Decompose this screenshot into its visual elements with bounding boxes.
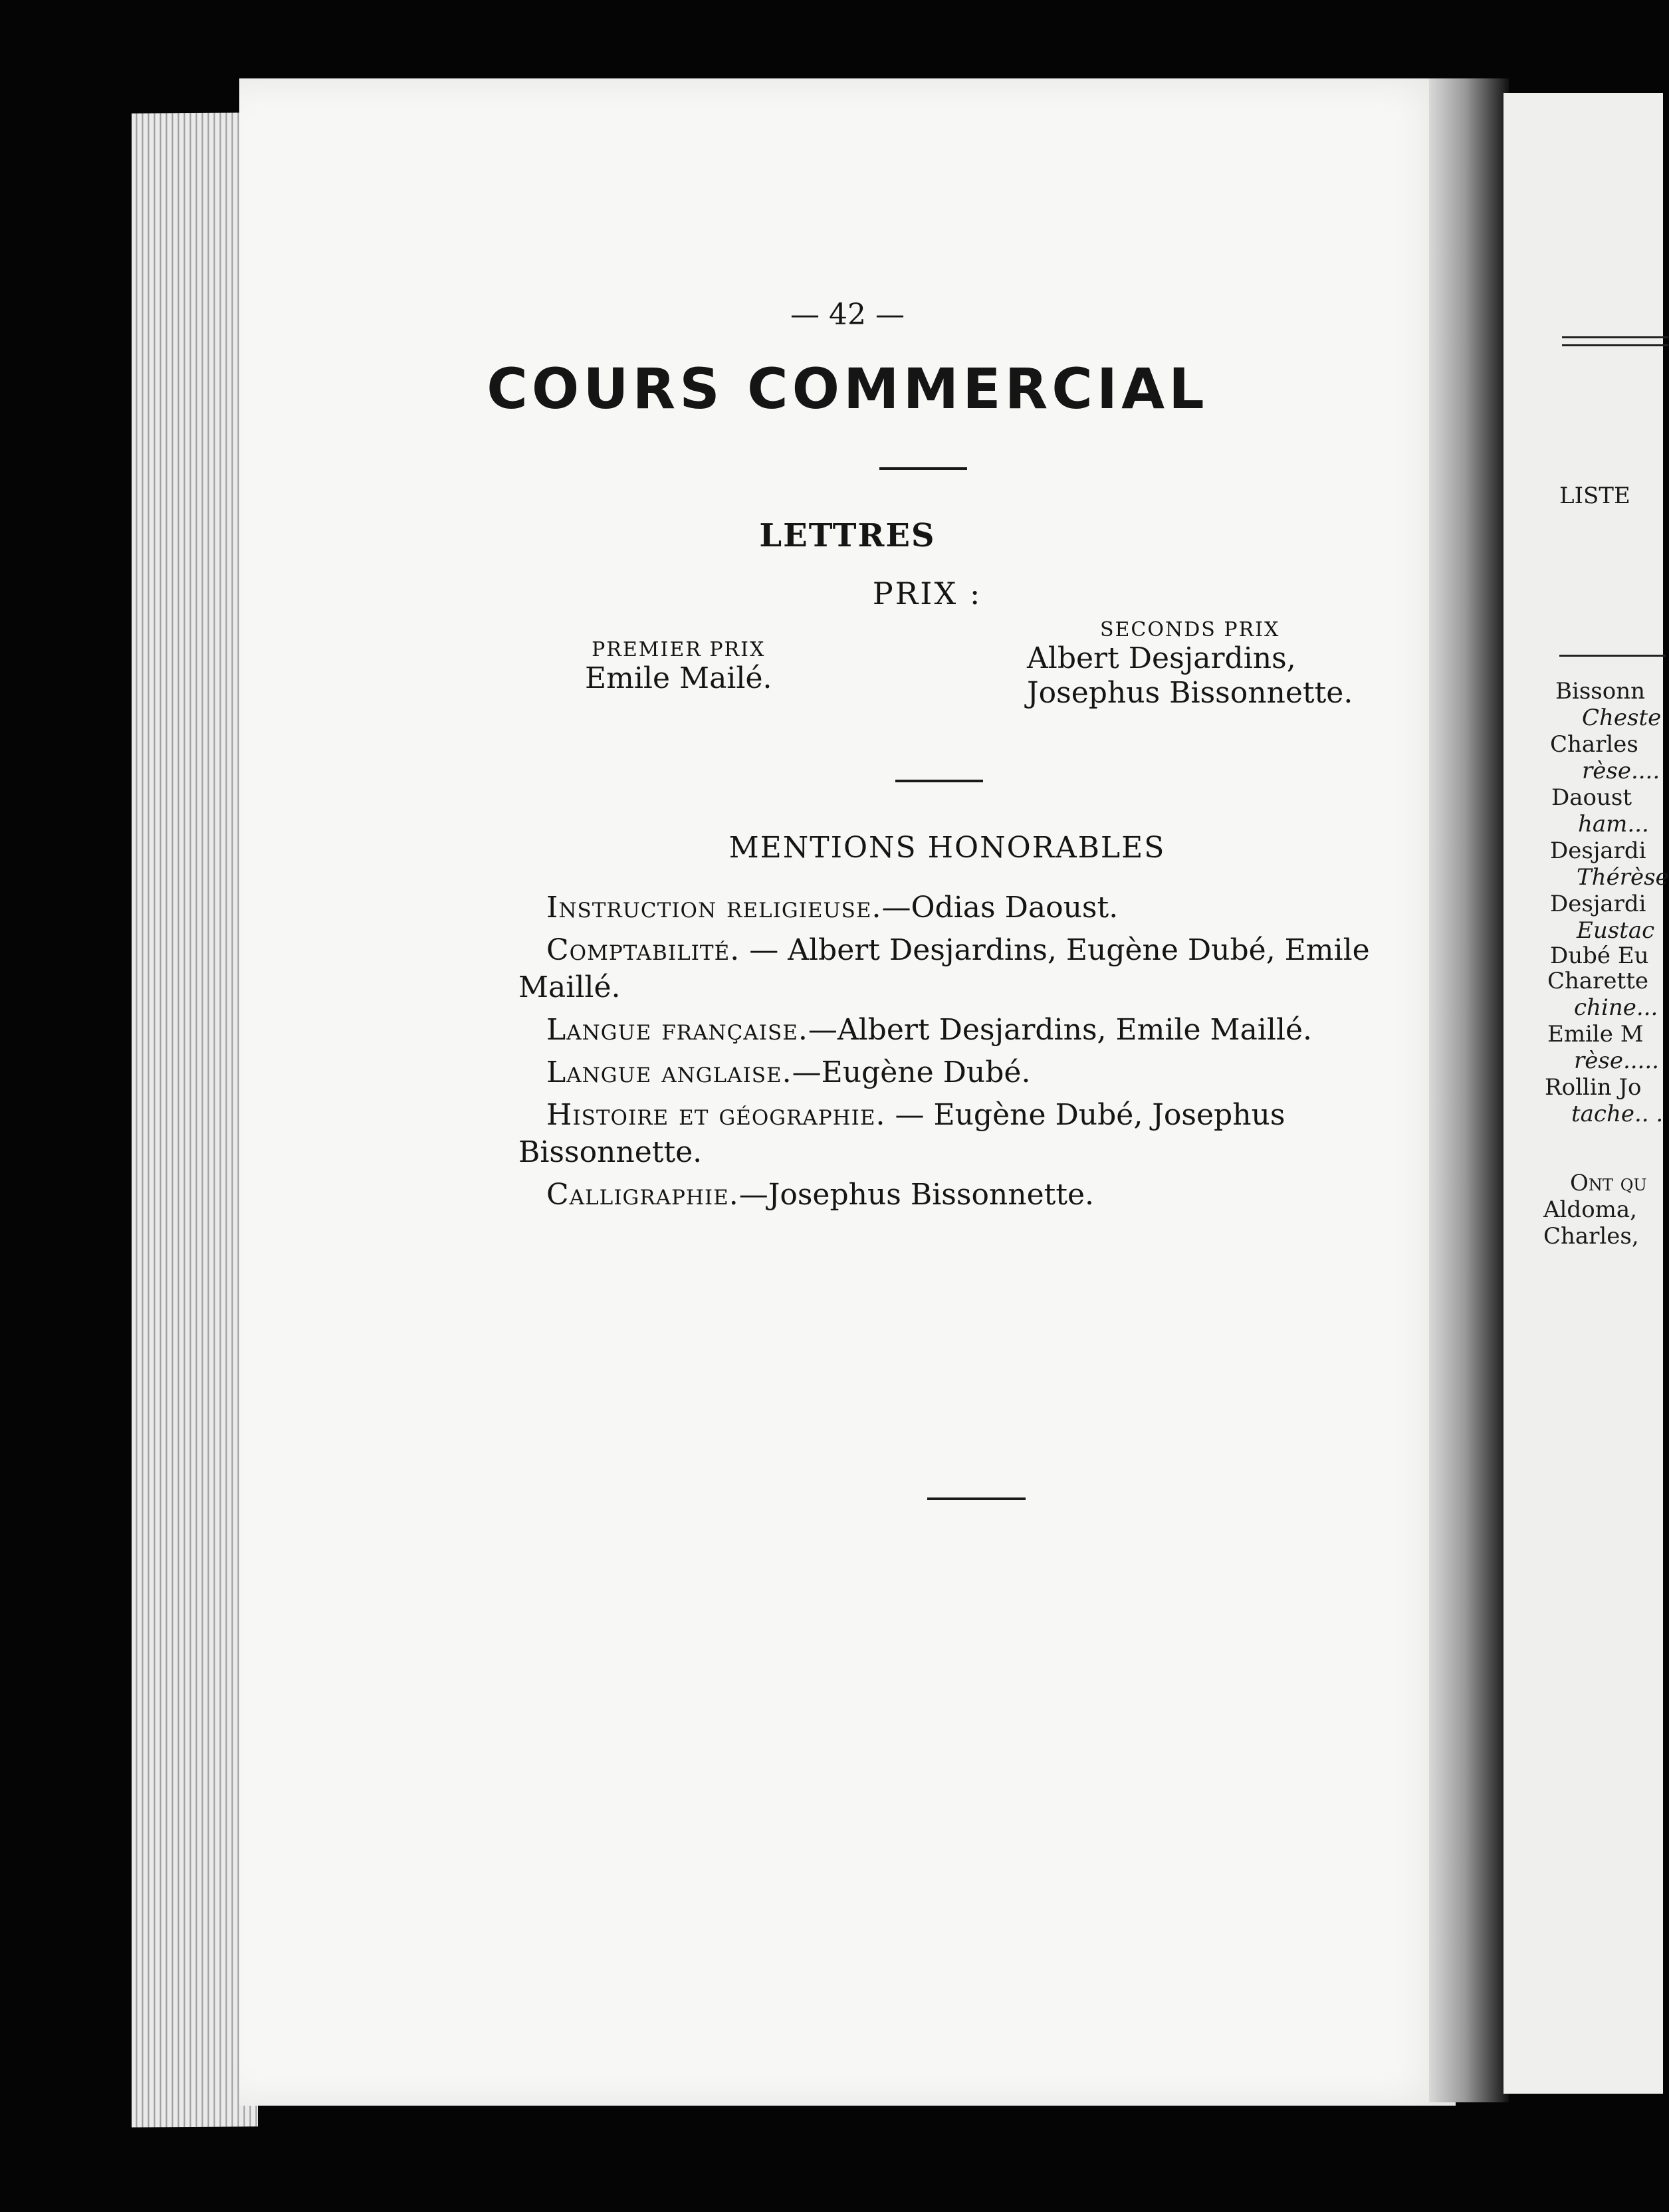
list-line: Desjardi [1550, 837, 1646, 864]
mention-subject: Langue anglaise. [546, 1055, 792, 1089]
list-line: Emile M [1547, 1021, 1644, 1048]
section-heading: LETTRES [759, 517, 936, 554]
prix-label: PRIX : [872, 576, 982, 611]
divider [879, 467, 967, 470]
footer-line: Ont qu [1570, 1170, 1647, 1196]
mention-subject: Histoire et géographie. [546, 1098, 886, 1132]
divider [895, 780, 983, 782]
left-page [239, 78, 1456, 2106]
mentions-heading: MENTIONS HONORABLES [728, 831, 1166, 865]
mention-names: —Eugène Dubé. [792, 1055, 1031, 1089]
mention-item [518, 1097, 1476, 1171]
mention-item [518, 1012, 1476, 1049]
list-line: tache.. . [1571, 1101, 1664, 1127]
list-line: Bissonn [1555, 678, 1646, 705]
list-line: rèse.... [1582, 758, 1660, 784]
right-page-fragment [1503, 93, 1669, 2094]
first-prize-name: Emile Mailé. [585, 661, 772, 695]
list-line: Eustac [1577, 917, 1655, 944]
mention-item [518, 889, 1476, 927]
list-line: Rollin Jo [1545, 1074, 1642, 1101]
mention-item [518, 932, 1476, 1006]
mention-item [518, 1176, 1476, 1214]
first-prize [585, 638, 772, 696]
second-prize-label: SECONDS PRIX [1099, 618, 1280, 641]
mention-names: —Odias Daoust. [881, 891, 1119, 925]
book-gutter [1429, 78, 1509, 2102]
mention-names: —Josephus Bissonnette. [738, 1178, 1095, 1212]
list-line: ham... [1578, 811, 1649, 837]
divider [1559, 655, 1666, 657]
mention-subject: Langue française. [546, 1013, 808, 1047]
list-line: chine... [1574, 994, 1658, 1021]
mention-item [518, 1054, 1476, 1091]
second-prizes [1027, 618, 1353, 711]
list-line: rèse..... [1574, 1048, 1659, 1074]
list-line: Thérèse [1577, 864, 1669, 891]
list-line: Charles [1550, 731, 1638, 758]
divider [927, 1497, 1026, 1500]
mentions-list [518, 889, 1476, 1219]
list-line: Desjardi [1550, 891, 1646, 917]
footer-line: Aldoma, [1543, 1196, 1637, 1223]
mention-names: — Eugène Dubé, Josephus Bissonnette. [518, 1098, 1285, 1169]
divider [1562, 336, 1668, 338]
list-line: Dubé Eu [1550, 942, 1649, 969]
page-number: — 42 — [790, 298, 905, 332]
first-prize-label: PREMIER PRIX [592, 638, 766, 661]
second-prize-name: Albert Desjardins, [1027, 641, 1296, 675]
footer-line: Charles, [1543, 1223, 1639, 1250]
right-heading: LISTE [1559, 483, 1630, 509]
divider [1562, 344, 1668, 346]
list-line: Charette [1547, 968, 1649, 994]
mention-subject: Comptabilité. [546, 933, 740, 967]
list-line: Cheste [1582, 705, 1662, 731]
mention-names: — Albert Desjardins, Eugène Dubé, Emile Maillé. [518, 933, 1370, 1004]
second-prize-name: Josephus Bissonnette. [1027, 676, 1353, 710]
mention-subject: Instruction religieuse. [546, 891, 882, 925]
page-title: COURS COMMERCIAL [487, 356, 1208, 421]
mention-subject: Calligraphie. [546, 1178, 739, 1212]
list-line: Daoust [1551, 784, 1632, 811]
mention-names: —Albert Desjardins, Emile Maillé. [808, 1013, 1313, 1047]
